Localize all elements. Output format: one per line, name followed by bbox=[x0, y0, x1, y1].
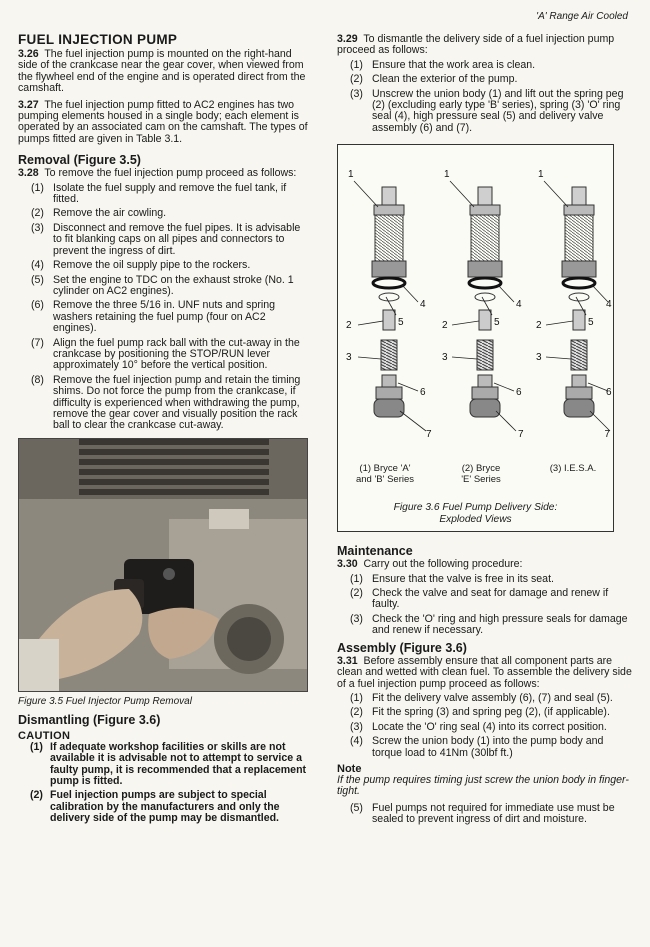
item-number: (1) bbox=[350, 58, 363, 71]
callout-5: 5 bbox=[494, 317, 500, 329]
figure-3-6-caption bbox=[338, 502, 613, 526]
sub-caption-line: (3) I.E.S.A. bbox=[549, 463, 597, 475]
item-text: Fuel pumps not required for immediate use must be sealed to prevent ingress of dirt and moisture. bbox=[372, 801, 615, 826]
callout-6: 6 bbox=[516, 387, 522, 399]
sub-caption-line: (2) Bryce bbox=[461, 463, 501, 475]
list-item bbox=[337, 803, 633, 826]
callout-6: 6 bbox=[420, 387, 426, 399]
sub-caption-line: 'E' Series bbox=[461, 474, 501, 486]
list-item bbox=[337, 588, 633, 611]
callout-3: 3 bbox=[346, 352, 352, 364]
sub-caption-line: and 'B' Series bbox=[355, 474, 415, 486]
list-item bbox=[337, 722, 633, 733]
callout-5: 5 bbox=[588, 317, 594, 329]
item-text: Remove the fuel injection pump and retain the timing shims. Do not force the pump from the crankcase, if difficulty is experienced when withdrawing the pump, remove the gear cover and visually position the rack ball to clear the crankcase cut-away. bbox=[53, 373, 301, 432]
note-text: If the pump requires timing just screw the union body in finger-tight. bbox=[337, 773, 629, 798]
paragraph-3-31 bbox=[337, 656, 633, 690]
assembly-heading: Assembly (Figure 3.6) bbox=[337, 640, 467, 655]
item-text: Remove the air cowling. bbox=[53, 207, 167, 220]
list-item bbox=[18, 790, 308, 824]
caption-line: Exploded Views bbox=[439, 514, 512, 526]
item-text: Unscrew the union body (1) and lift out the spring peg (2) (excluding early type 'B' series), spring (3) 'O' ring seal (4), high pressure seal (5) and delivery valve assembly (6) and (7). bbox=[372, 87, 624, 134]
item-text: Fit the delivery valve assembly (6), (7) and seal (5). bbox=[372, 691, 613, 704]
maintenance-heading: Maintenance bbox=[337, 544, 413, 559]
caption-line: Figure 3.6 Fuel Pump Delivery Side: bbox=[393, 502, 558, 514]
paragraph-3-30 bbox=[337, 559, 633, 570]
item-text: Ensure that the valve is free in its seat. bbox=[372, 572, 554, 585]
para-number: 3.27 bbox=[18, 98, 39, 111]
para-text: To dismantle the delivery side of a fuel injection pump proceed as follows: bbox=[337, 33, 615, 57]
para-number: 3.30 bbox=[337, 558, 358, 571]
list-item bbox=[337, 736, 633, 759]
item-number: (6) bbox=[31, 299, 44, 312]
item-text: Align the fuel pump rack ball with the cut-away in the crankcase by positioning the STOP/RUN lever approximately 10° before the vertical position. bbox=[53, 336, 300, 372]
para-number: 3.26 bbox=[18, 48, 39, 60]
list-item bbox=[18, 375, 308, 432]
callout-7: 7 bbox=[518, 429, 524, 441]
callout-2: 2 bbox=[536, 320, 542, 332]
list-item bbox=[18, 742, 308, 788]
item-text: Remove the three 5/16 in. UNF nuts and spring washers retaining the fuel pump (four on AC2 engines). bbox=[53, 299, 275, 335]
callout-4: 4 bbox=[606, 299, 612, 311]
callout-1: 1 bbox=[444, 169, 450, 181]
figure-3-5-caption: Figure 3.5 Fuel Injector Pump Removal bbox=[18, 695, 192, 707]
removal-heading: Removal (Figure 3.5) bbox=[18, 153, 141, 168]
item-text: Ensure that the work area is clean. bbox=[372, 58, 536, 71]
item-number: (8) bbox=[31, 373, 44, 386]
item-text: Check the 'O' ring and high pressure seals for damage and renew if necessary. bbox=[372, 612, 628, 637]
callout-7: 7 bbox=[604, 429, 610, 441]
list-item bbox=[337, 574, 633, 585]
paragraph-3-28 bbox=[18, 168, 308, 179]
para-text: Before assembly ensure that all component parts are clean and wetted with clean fuel. To assemble the delivery side of a fuel injection pump proceed as follows: bbox=[337, 654, 632, 690]
item-text: Screw the union body (1) into the pump body and torque load to 41Nm (30lbf ft.) bbox=[372, 735, 604, 759]
item-number: (2) bbox=[350, 706, 363, 719]
item-number: (5) bbox=[350, 801, 363, 814]
item-number: (2) bbox=[30, 789, 43, 802]
list-item bbox=[18, 183, 308, 206]
pump-removal-illustration bbox=[19, 439, 308, 692]
callout-7: 7 bbox=[426, 429, 432, 441]
item-number: (1) bbox=[350, 691, 363, 704]
item-number: (1) bbox=[31, 181, 44, 194]
item-number: (7) bbox=[31, 336, 44, 349]
paragraph-3-26 bbox=[18, 49, 308, 95]
list-item bbox=[337, 614, 633, 637]
item-number: (2) bbox=[350, 73, 363, 86]
figure-3-6 bbox=[337, 144, 614, 532]
callout-3: 3 bbox=[536, 352, 542, 364]
para-number: 3.31 bbox=[337, 654, 358, 667]
section-title: FUEL INJECTION PUMP bbox=[18, 32, 178, 47]
list-item bbox=[337, 74, 633, 85]
paragraph-3-29 bbox=[337, 34, 633, 57]
right-column bbox=[337, 34, 633, 830]
list-item bbox=[337, 693, 633, 704]
dismantling-heading: Dismantling (Figure 3.6) bbox=[18, 712, 161, 727]
item-number: (2) bbox=[350, 587, 363, 600]
callout-4: 4 bbox=[516, 299, 522, 311]
para-number: 3.28 bbox=[18, 167, 39, 180]
item-number: (1) bbox=[350, 572, 363, 585]
list-item bbox=[337, 60, 633, 71]
sub-caption-3 bbox=[538, 463, 608, 474]
list-item bbox=[18, 223, 308, 257]
item-number: (1) bbox=[30, 740, 43, 753]
item-text: Set the engine to TDC on the exhaust stroke (No. 1 cylinder on AC2 engines). bbox=[53, 273, 294, 297]
para-number: 3.29 bbox=[337, 33, 358, 45]
left-column bbox=[18, 32, 308, 829]
callout-2: 2 bbox=[442, 320, 448, 332]
pump-removal-photo bbox=[18, 438, 308, 692]
sub-caption-line: (1) Bryce 'A' bbox=[359, 463, 411, 475]
list-item bbox=[18, 208, 308, 219]
item-text: Isolate the fuel supply and remove the fuel tank, if fitted. bbox=[53, 181, 287, 206]
assembly-steps bbox=[337, 693, 633, 759]
item-number: (2) bbox=[31, 207, 44, 220]
item-number: (3) bbox=[31, 221, 44, 234]
exploded-view-diagram bbox=[338, 145, 615, 455]
list-item bbox=[18, 260, 308, 271]
callout-4: 4 bbox=[420, 299, 426, 311]
item-text: If adequate workshop facilities or skills are not available it is advisable not to attempt to service a faulty pump, it is recommended that a replacement pump is fitted. bbox=[50, 740, 307, 787]
para-text: The fuel injection pump fitted to AC2 engines has two pumping elements housed in a single body; each element is operated by an associated cam on the camshaft. The types of pumps fitted are given in Table 3.1. bbox=[18, 98, 308, 145]
item-text: Remove the oil supply pipe to the rockers. bbox=[53, 259, 251, 272]
removal-steps bbox=[18, 183, 308, 432]
item-number: (3) bbox=[350, 612, 363, 625]
item-number: (5) bbox=[31, 273, 44, 286]
item-number: (4) bbox=[31, 259, 44, 272]
list-item bbox=[18, 300, 308, 334]
sub-caption-2 bbox=[446, 463, 516, 485]
callout-1: 1 bbox=[538, 169, 544, 181]
caution-steps bbox=[18, 742, 308, 825]
list-item bbox=[18, 275, 308, 298]
para-text: To remove the fuel injection pump proceed as follows: bbox=[44, 167, 297, 180]
item-text: Locate the 'O' ring seal (4) into its correct position. bbox=[372, 720, 607, 733]
callout-1: 1 bbox=[348, 169, 354, 181]
note-heading: Note bbox=[337, 762, 362, 775]
list-item bbox=[337, 89, 633, 135]
item-number: (3) bbox=[350, 87, 363, 100]
dismantle-steps bbox=[337, 60, 633, 134]
running-header: 'A' Range Air Cooled bbox=[536, 11, 628, 22]
item-text: Fit the spring (3) and spring peg (2), (if applicable). bbox=[372, 706, 610, 719]
item-number: (4) bbox=[350, 735, 363, 748]
callout-5: 5 bbox=[398, 317, 404, 329]
para-text: The fuel injection pump is mounted on the right-hand side of the crankcase near the gear cover, when viewed from the flywheel end of the engine and is operated direct from the camshaft. bbox=[18, 48, 306, 95]
maintenance-steps bbox=[337, 574, 633, 637]
item-number: (3) bbox=[350, 720, 363, 733]
item-text: Check the valve and seat for damage and renew if faulty. bbox=[372, 587, 609, 611]
list-item bbox=[18, 338, 308, 372]
callout-6: 6 bbox=[606, 387, 612, 399]
callout-2: 2 bbox=[346, 320, 352, 332]
item-text: Fuel injection pumps are subject to special calibration by the manufacturers and only the delivery side of the pump may be dismantled. bbox=[50, 789, 280, 825]
sub-caption-1 bbox=[346, 463, 424, 485]
caution-title: CAUTION bbox=[18, 729, 71, 742]
paragraph-3-27 bbox=[18, 100, 308, 146]
para-text: Carry out the following procedure: bbox=[363, 558, 523, 571]
item-text: Clean the exterior of the pump. bbox=[372, 73, 518, 86]
final-steps bbox=[337, 803, 633, 826]
list-item bbox=[337, 707, 633, 718]
item-text: Disconnect and remove the fuel pipes. It is advisable to fit blanking caps on all pipes and connectors to prevent the ingress of dirt. bbox=[53, 221, 301, 257]
callout-3: 3 bbox=[442, 352, 448, 364]
